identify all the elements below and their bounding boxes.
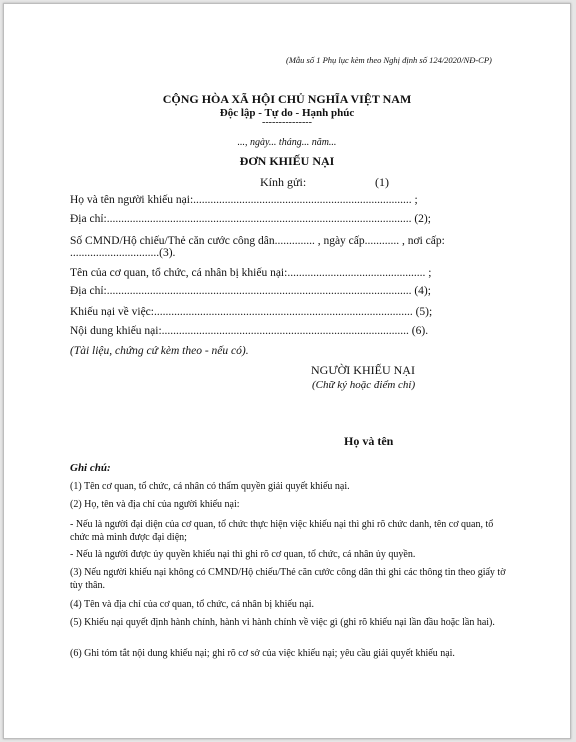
field-complaint-subject: Khiếu nại về việc:.......................................................................................... (5); (70, 306, 433, 318)
field-complainant-name: Họ và tên người khiếu nại:............................................................................ ; (70, 194, 418, 206)
note-item: (6) Ghi tóm tắt nội dung khiếu nại; ghi rõ cơ sở của việc khiếu nại; yêu cầu giải quyết khiếu nại. (70, 648, 455, 659)
addressee-ref: (1) (375, 175, 389, 189)
note-item: (3) Nếu người khiếu nại không có CMND/Hộ chiếu/Thẻ căn cước công dân thì ghi các thông tin theo giấy tờ tùy thân. (70, 567, 506, 591)
note-item: - Nếu là người đại diện của cơ quan, tổ chức thực hiện việc khiếu nại thì ghi rõ chức danh, tên cơ quan, tổ chức mà mình được đại diện; (70, 519, 494, 543)
note-item: (5) Khiếu nại quyết định hành chính, hành vi hành chính về việc gì (ghi rõ khiếu nại lần đầu hoặc lần hai). (70, 617, 495, 628)
field-complaint-content: Nội dung khiếu nại:...................................................................................... (6). (70, 325, 429, 337)
notes-title: Ghi chú: (70, 462, 111, 474)
country-name: CỘNG HÒA XÃ HỘI CHỦ NGHĨA VIỆT NAM (162, 92, 412, 106)
field-id-document-cont: ...............................(3). (70, 247, 176, 259)
date-line: ..., ngày... tháng... năm... (237, 137, 337, 148)
document-page (3, 3, 571, 739)
national-motto: Độc lập - Tự do - Hạnh phúc (219, 107, 355, 119)
addressee-label: Kính gửi: (260, 175, 307, 189)
header-separator: --------------- (262, 117, 312, 128)
field-complainant-address: Địa chỉ:.......................................................................................................... (2); (70, 213, 431, 225)
document-title: ĐƠN KHIẾU NẠI (239, 154, 335, 168)
attachments-note: (Tài liệu, chứng cứ kèm theo - nếu có). (70, 345, 249, 357)
signer-note: (Chữ ký hoặc điểm chỉ) (312, 379, 416, 391)
signer-name: Họ và tên (344, 434, 394, 448)
field-respondent-name: Tên của cơ quan, tổ chức, cá nhân bị khiếu nại:................................................ ; (70, 267, 432, 279)
note-item: - Nếu là người được ủy quyền khiếu nại thì ghi rõ cơ quan, tổ chức, cá nhân ủy quyền. (70, 549, 416, 560)
note-item: (1) Tên cơ quan, tổ chức, cá nhân có thẩm quyền giải quyết khiếu nại. (70, 481, 350, 492)
field-id-document: Số CMND/Hộ chiếu/Thẻ căn cước công dân.............. , ngày cấp............ , nơi cấp: (70, 235, 445, 247)
field-respondent-address: Địa chỉ:.......................................................................................................... (4); (70, 285, 431, 297)
decree-reference: (Mẫu số 1 Phụ lục kèm theo Nghị định số 124/2020/NĐ-CP) (286, 55, 492, 65)
signer-title: NGƯỜI KHIẾU NẠI (311, 363, 415, 377)
note-item: (4) Tên và địa chỉ của cơ quan, tổ chức, cá nhân bị khiếu nại. (70, 599, 315, 610)
note-item: (2) Họ, tên và địa chỉ của người khiếu nại: (70, 499, 240, 510)
